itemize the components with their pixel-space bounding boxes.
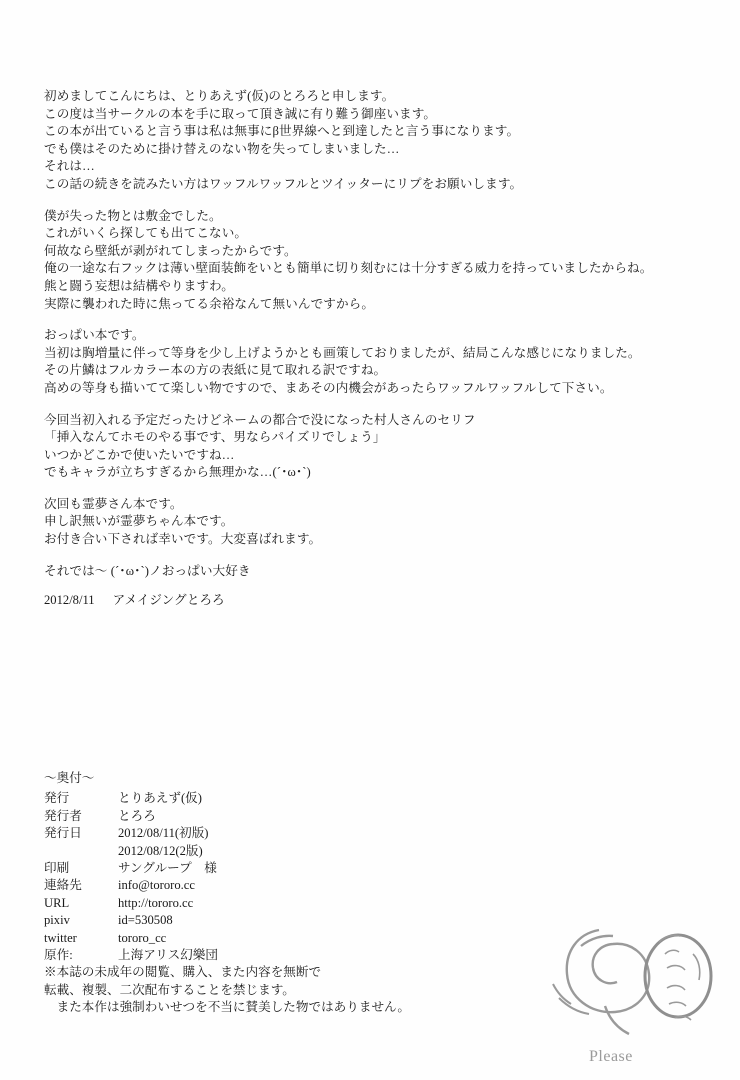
colophon-row bbox=[44, 790, 544, 807]
colophon-key: 原作: bbox=[44, 948, 73, 963]
text-line: その片鱗はフルカラー本の方の表紙に見て取れる訳ですね。 bbox=[44, 363, 387, 378]
colophon-row bbox=[44, 877, 544, 894]
colophon-note: 転載、複製、二次配布することを禁じます。 bbox=[44, 982, 295, 997]
colophon-key: 連絡先 bbox=[44, 878, 82, 893]
text-line: 初めましてこんにちは、とりあえず(仮)のとろろと申します。 bbox=[44, 89, 395, 103]
r18-stamp-art bbox=[547, 902, 722, 1052]
text-line: お付き合い下されば幸いです。大変喜ばれます。 bbox=[44, 532, 322, 547]
text-line: この話の続きを読みたい方はワッフルワッフルとツイッターにリプをお願いします。 bbox=[44, 176, 523, 191]
paragraph bbox=[44, 208, 684, 314]
colophon-row bbox=[44, 808, 544, 825]
stamp-caption: Please bbox=[589, 1048, 633, 1065]
colophon-row bbox=[44, 843, 544, 860]
paragraph bbox=[44, 496, 684, 549]
colophon-key: URL bbox=[44, 895, 70, 910]
colophon-row bbox=[44, 860, 544, 877]
text-line: 申し訳無いが霊夢ちゃん本です。 bbox=[44, 514, 234, 529]
text-line: それでは〜 (´･ω･`)ノおっぱい大好き bbox=[44, 563, 251, 578]
text-line: 熊と闘う妄想は結構やりますわ。 bbox=[44, 278, 234, 293]
text-line: これがいくら探しても出てこない。 bbox=[44, 226, 248, 241]
colophon-key: 発行 bbox=[44, 791, 70, 806]
text-line: 「挿入なんてホモのやる事です、男ならパイズリでしょう」 bbox=[44, 430, 386, 445]
colophon-row bbox=[44, 825, 544, 842]
colophon-value: 上海アリス幻樂団 bbox=[118, 948, 218, 963]
colophon-value-url: http://tororo.cc bbox=[118, 895, 194, 910]
paragraph bbox=[44, 563, 684, 581]
colophon-key: 発行日 bbox=[44, 826, 82, 841]
afterword-text-block bbox=[44, 88, 684, 594]
colophon-value: とろろ bbox=[118, 808, 156, 823]
colophon-value: 2012/08/11(初版) bbox=[118, 826, 209, 841]
colophon-key: 発行者 bbox=[44, 808, 82, 823]
text-line: 俺の一途な右フックは薄い壁面装飾をいとも簡単に切り刻むには十分すぎる威力を持っていましたからね。 bbox=[44, 261, 653, 276]
colophon-note: ※本誌の未成年の閲覧、購入、また内容を無断で bbox=[44, 965, 322, 980]
text-line: 高めの等身も描いてて楽しい物ですので、まあその内機会があったらワッフルワッフルして下さい。 bbox=[44, 380, 613, 395]
colophon-title: 〜奥付〜 bbox=[44, 771, 95, 785]
colophon-note: また本作は強制わいせつを不当に賛美した物ではありません。 bbox=[44, 1000, 410, 1015]
text-line: 当初は胸増量に伴って等身を少し上げようかとも画策しておりましたが、結局こんな感じになりました。 bbox=[44, 345, 641, 360]
text-line: 次回も霊夢さん本です。 bbox=[44, 496, 183, 511]
colophon-row bbox=[44, 895, 544, 912]
text-line: この度は当サークルの本を手に取って頂き誠に有り難う御座います。 bbox=[44, 106, 437, 121]
colophon-value: 2012/08/12(2版) bbox=[118, 843, 203, 858]
colophon-key: twitter bbox=[44, 930, 77, 945]
colophon-value: tororo_cc bbox=[118, 930, 167, 945]
paragraph bbox=[44, 327, 684, 397]
text-line: 実際に襲われた時に焦ってる余裕なんて無いんですから。 bbox=[44, 296, 375, 311]
signature-circle: アメイジングとろろ bbox=[112, 593, 225, 607]
text-line: でも僕はそのために掛け替えのない物を失ってしまいました… bbox=[44, 141, 400, 156]
text-line: それは… bbox=[44, 159, 95, 174]
colophon-value: とりあえず(仮) bbox=[118, 791, 202, 806]
text-line: 今回当初入れる予定だったけどネームの都合で没になった村人さんのセリフ bbox=[44, 412, 476, 427]
text-line: 何故なら壁紙が剥がれてしまったからです。 bbox=[44, 243, 297, 258]
signature bbox=[44, 592, 225, 610]
colophon-row bbox=[44, 930, 544, 947]
text-line: この本が出ていると言う事は私は無事にβ世界線へと到達したと言う事になります。 bbox=[44, 124, 520, 139]
text-line: おっぱい本です。 bbox=[44, 328, 145, 343]
text-line: 僕が失った物とは敷金でした。 bbox=[44, 208, 222, 223]
colophon-value: サングループ 様 bbox=[118, 861, 217, 876]
colophon-row bbox=[44, 912, 544, 929]
r18-stamp bbox=[547, 902, 722, 1070]
colophon-value-email: info@tororo.cc bbox=[118, 878, 195, 893]
paragraph bbox=[44, 88, 684, 194]
colophon-value: id=530508 bbox=[118, 913, 173, 928]
colophon-key: 印刷 bbox=[44, 861, 70, 876]
text-line: でもキャラが立ちすぎるから無理かな…(´･ω･`) bbox=[44, 465, 311, 480]
colophon-row bbox=[44, 947, 544, 964]
colophon-key: pixiv bbox=[44, 913, 70, 928]
text-line: いつかどこかで使いたいですね… bbox=[44, 447, 235, 462]
paragraph bbox=[44, 412, 684, 482]
colophon-block bbox=[44, 770, 544, 1017]
signature-date: 2012/8/11 bbox=[44, 593, 95, 607]
